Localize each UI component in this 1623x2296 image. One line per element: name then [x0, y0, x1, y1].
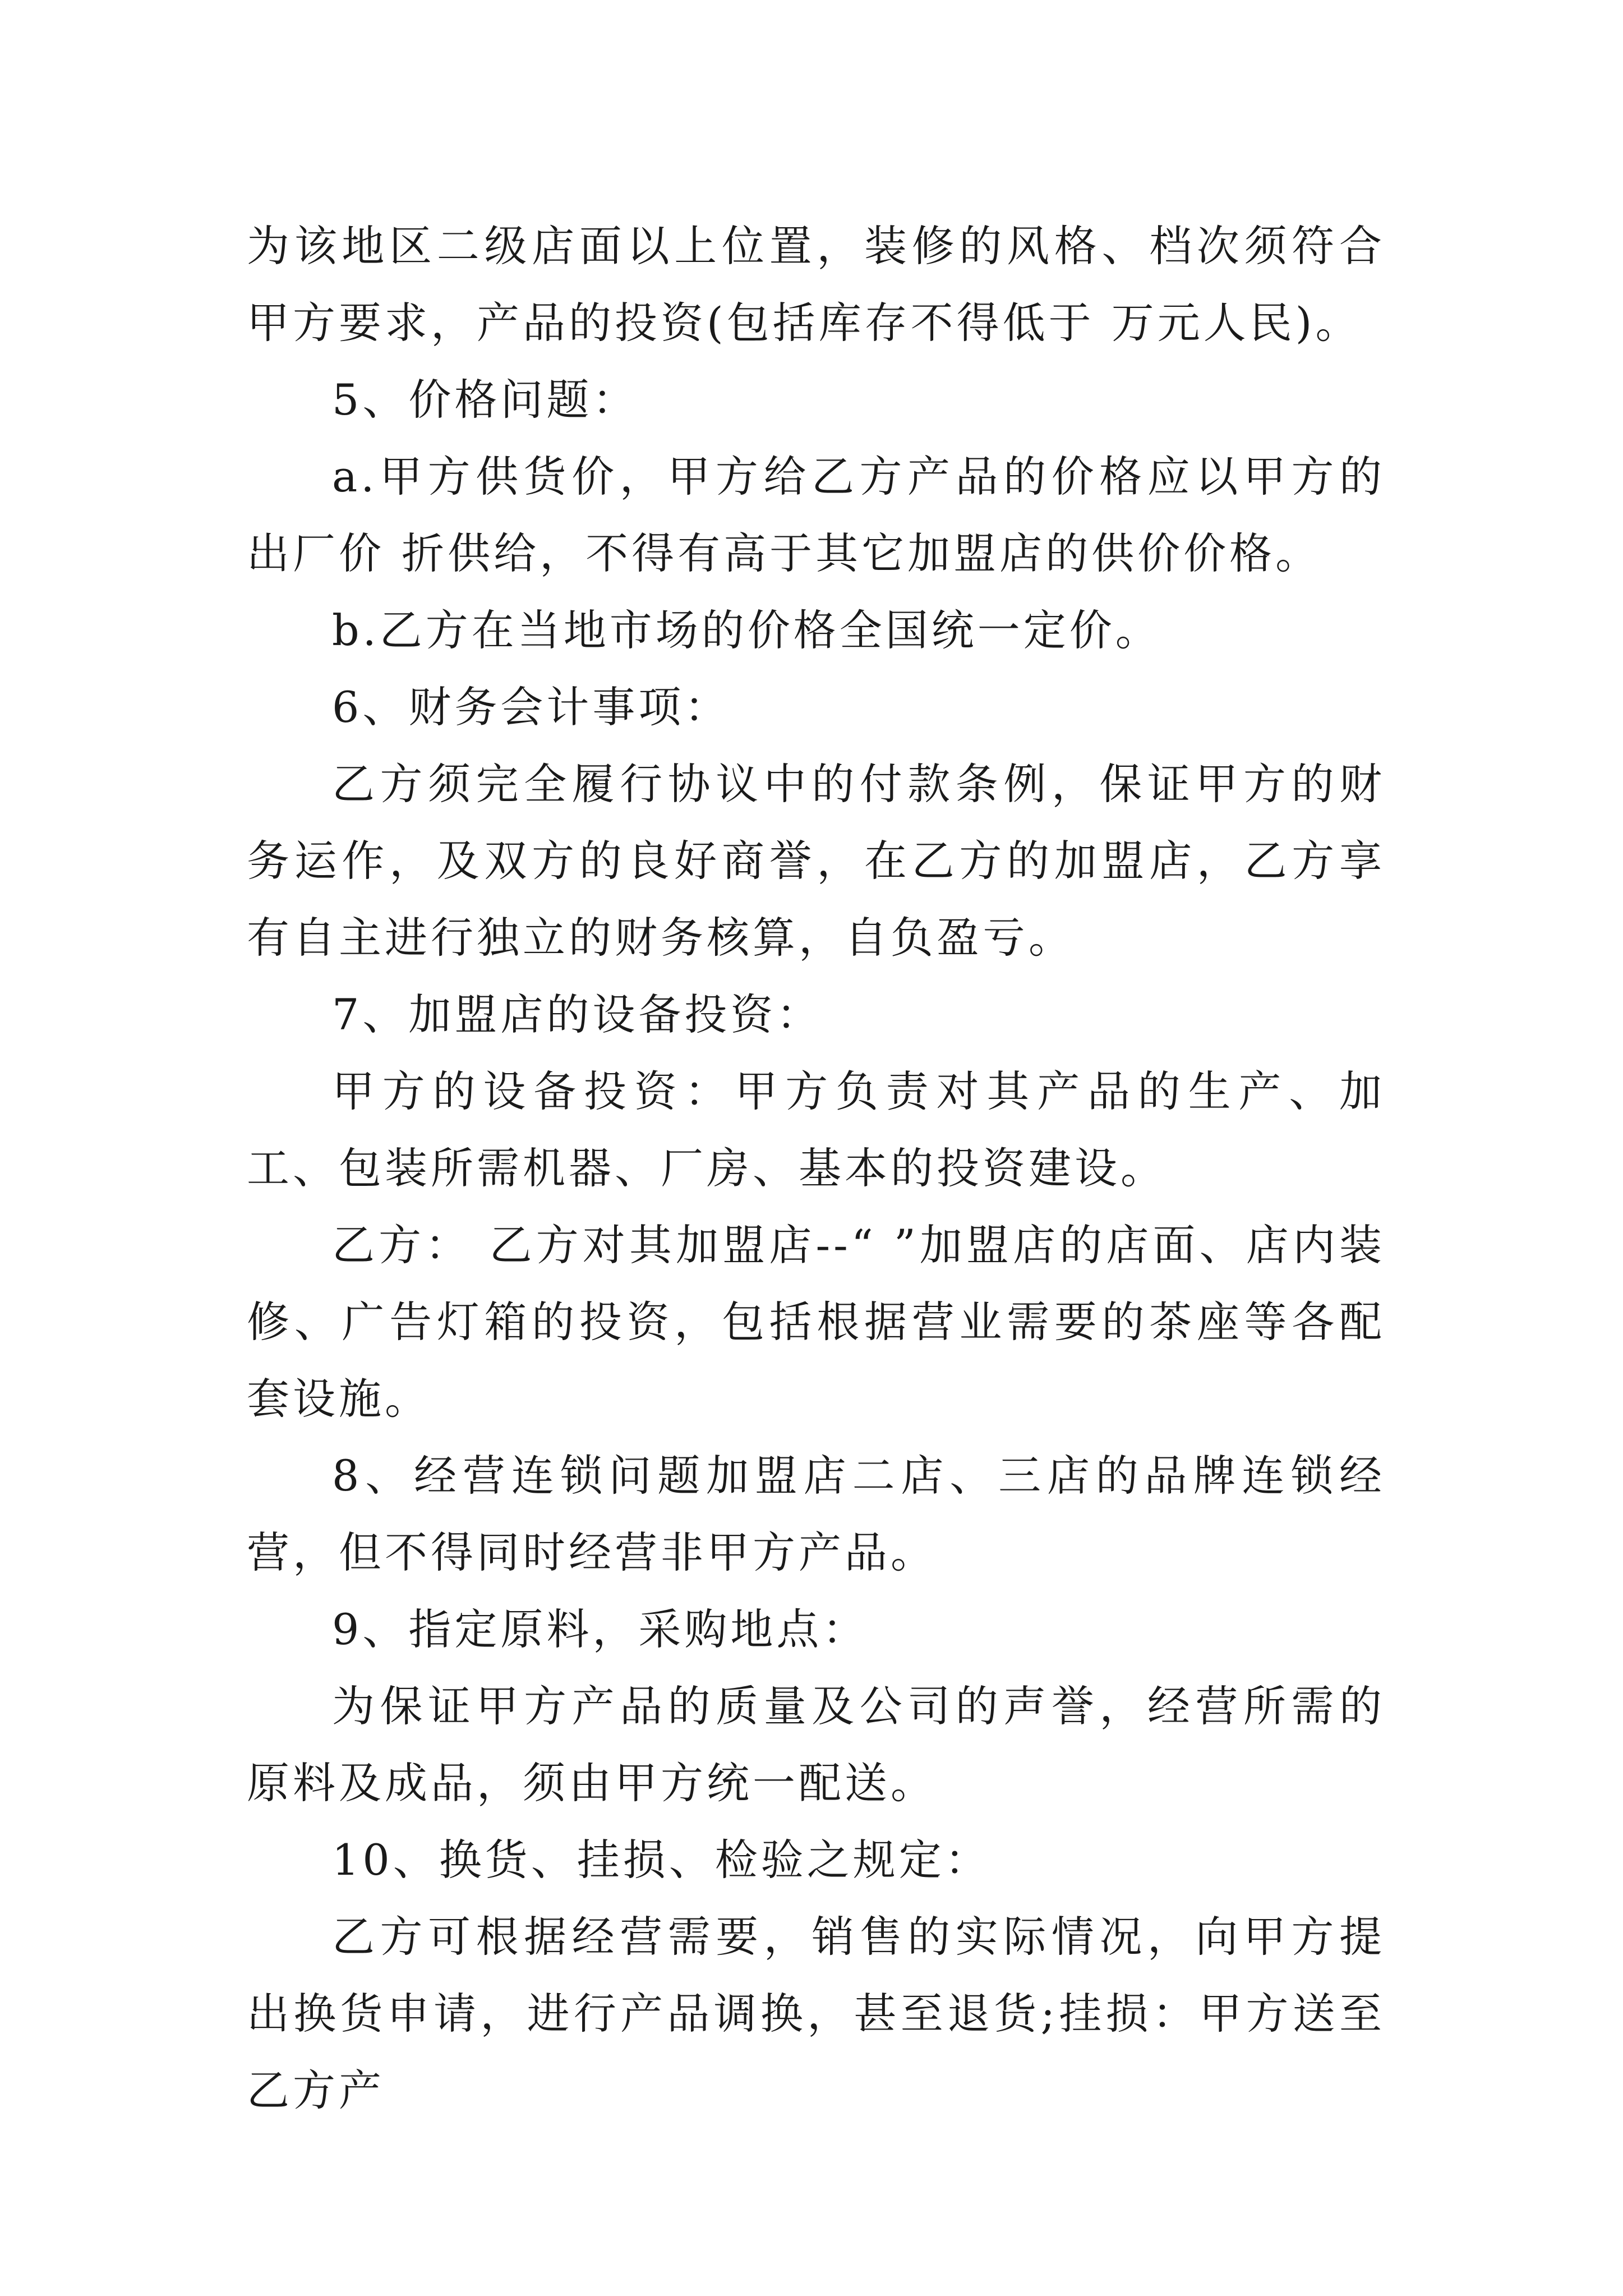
section-heading: 7、加盟店的设备投资：	[332, 990, 823, 1039]
document-body	[247, 208, 1385, 2129]
section-heading: 6、财务会计事项：	[332, 682, 731, 732]
section-heading: 9、指定原料，采购地点：	[332, 1604, 869, 1654]
paragraph: b.乙方在当地市场的价格全国统一定价。	[332, 605, 1161, 655]
paragraph: 甲方的设备投资：甲方负责对其产品的生产、加工、包装所需机器、厂房、基本的投资建设。	[247, 1066, 1385, 1193]
paragraph: 为该地区二级店面以上位置，装修的风格、档次须符合甲方要求，产品的投资(包括库存不得低于 万元人民)。	[247, 221, 1385, 348]
paragraph: 乙方可根据经营需要，销售的实际情况，向甲方提出换货申请，进行产品调换，甚至退货;挂损：甲方送至乙方产	[247, 1912, 1385, 2115]
section-heading: 5、价格问题：	[332, 375, 639, 425]
paragraph: 8、经营连锁问题加盟店二店、三店的品牌连锁经营，但不得同时经营非甲方产品。	[247, 1451, 1385, 1577]
paragraph: a.甲方供货价，甲方给乙方产品的价格应以甲方的出厂价 折供给，不得有高于其它加盟店的供价价格。	[247, 452, 1385, 578]
paragraph: 乙方须完全履行协议中的付款条例，保证甲方的财务运作，及双方的良好商誉，在乙方的加盟店，乙方享有自主进行独立的财务核算，自负盈亏。	[247, 759, 1385, 963]
paragraph: 乙方： 乙方对其加盟店--“ ”加盟店的店面、店内装修、广告灯箱的投资，包括根据营业需要的茶座等各配套设施。	[247, 1220, 1385, 1424]
section-heading: 10、换货、挂损、检验之规定：	[332, 1835, 991, 1885]
paragraph: 为保证甲方产品的质量及公司的声誉，经营所需的原料及成品，须由甲方统一配送。	[247, 1681, 1385, 1808]
